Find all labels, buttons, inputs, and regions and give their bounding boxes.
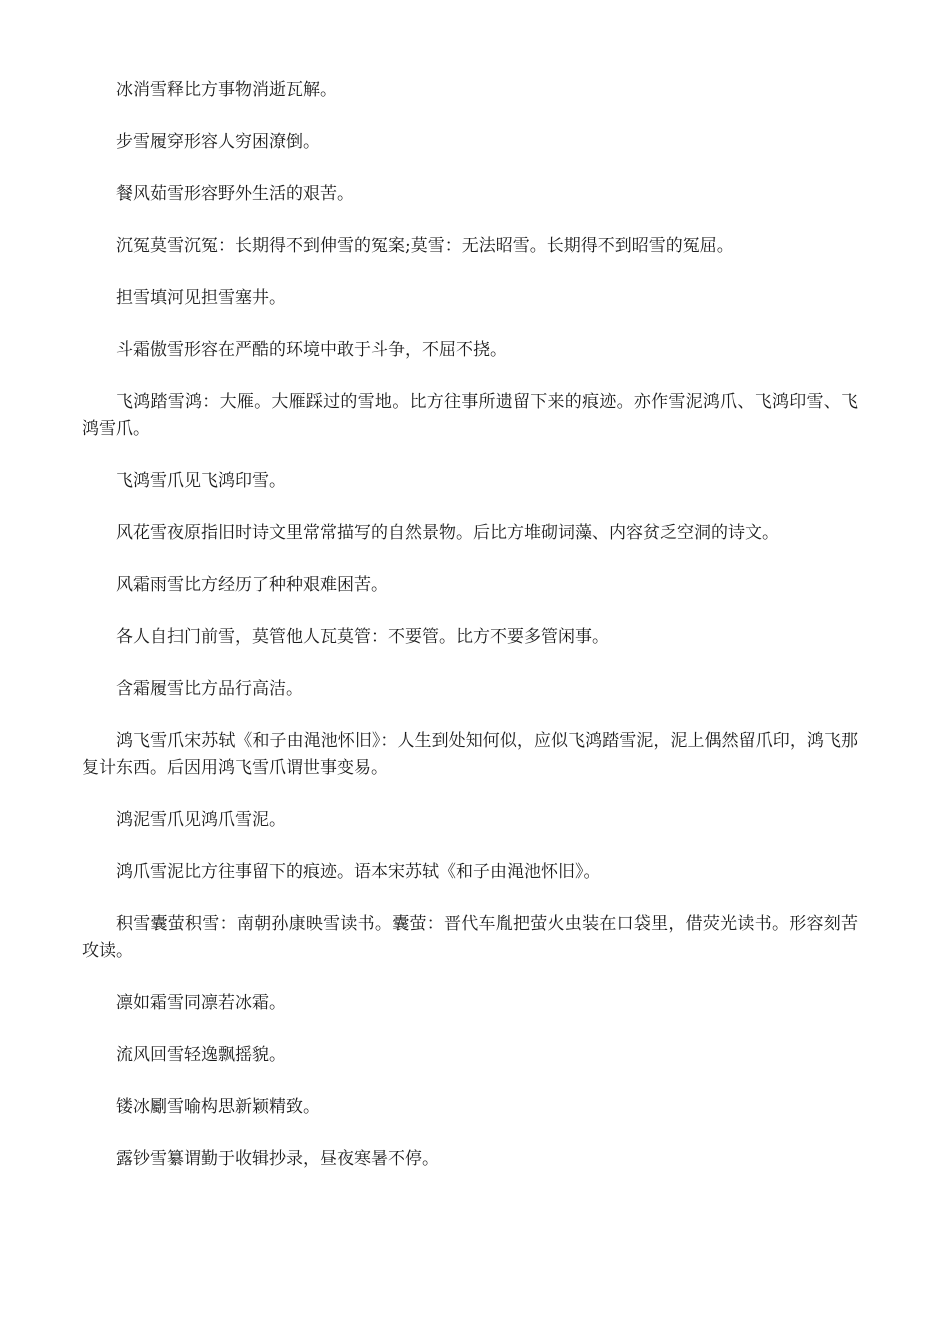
idiom-paragraph: 冰消雪释比方事物消逝瓦解。 xyxy=(116,80,337,100)
idiom-paragraph: 斗霜傲雪形容在严酷的环境中敢于斗争，不屈不挠。 xyxy=(116,340,507,360)
idiom-paragraph: 露钞雪纂谓勤于收辑抄录，昼夜寒暑不停。 xyxy=(116,1149,439,1169)
document-body xyxy=(82,77,858,1198)
idiom-paragraph: 鸿飞雪爪宋苏轼《和子由渑池怀旧》：人生到处知何似，应似飞鸿踏雪泥，泥上偶然留爪印，鸿飞那复计东西。后因用鸿飞雪爪谓世事变易。 xyxy=(82,731,858,778)
idiom-paragraph: 含霜履雪比方品行高洁。 xyxy=(116,679,303,699)
idiom-paragraph: 步雪履穿形容人穷困潦倒。 xyxy=(116,132,320,152)
idiom-paragraph: 飞鸿雪爪见飞鸿印雪。 xyxy=(116,471,286,491)
idiom-paragraph: 沉冤莫雪沉冤：长期得不到伸雪的冤案;莫雪：无法昭雪。长期得不到昭雪的冤屈。 xyxy=(116,236,734,256)
idiom-paragraph: 各人自扫门前雪，莫管他人瓦莫管：不要管。比方不要多管闲事。 xyxy=(116,627,609,647)
idiom-paragraph: 镂冰劚雪喻构思新颖精致。 xyxy=(116,1097,320,1117)
idiom-paragraph: 鸿爪雪泥比方往事留下的痕迹。语本宋苏轼《和子由渑池怀旧》。 xyxy=(116,862,601,882)
idiom-paragraph: 餐风茹雪形容野外生活的艰苦。 xyxy=(116,184,354,204)
idiom-paragraph: 鸿泥雪爪见鸿爪雪泥。 xyxy=(116,810,286,830)
idiom-paragraph: 飞鸿踏雪鸿：大雁。大雁踩过的雪地。比方往事所遗留下来的痕迹。亦作雪泥鸿爪、飞鸿印雪、飞鸿雪爪。 xyxy=(82,392,858,439)
idiom-paragraph: 流风回雪轻逸飘摇貌。 xyxy=(116,1045,286,1065)
idiom-paragraph: 凛如霜雪同凛若冰霜。 xyxy=(116,993,286,1013)
idiom-paragraph: 风霜雨雪比方经历了种种艰难困苦。 xyxy=(116,575,388,595)
idiom-paragraph: 风花雪夜原指旧时诗文里常常描写的自然景物。后比方堆砌词藻、内容贫乏空洞的诗文。 xyxy=(116,523,779,543)
idiom-paragraph: 担雪填河见担雪塞井。 xyxy=(116,288,286,308)
idiom-paragraph: 积雪囊萤积雪：南朝孙康映雪读书。囊萤：晋代车胤把萤火虫装在口袋里，借荧光读书。形容刻苦攻读。 xyxy=(82,914,858,961)
